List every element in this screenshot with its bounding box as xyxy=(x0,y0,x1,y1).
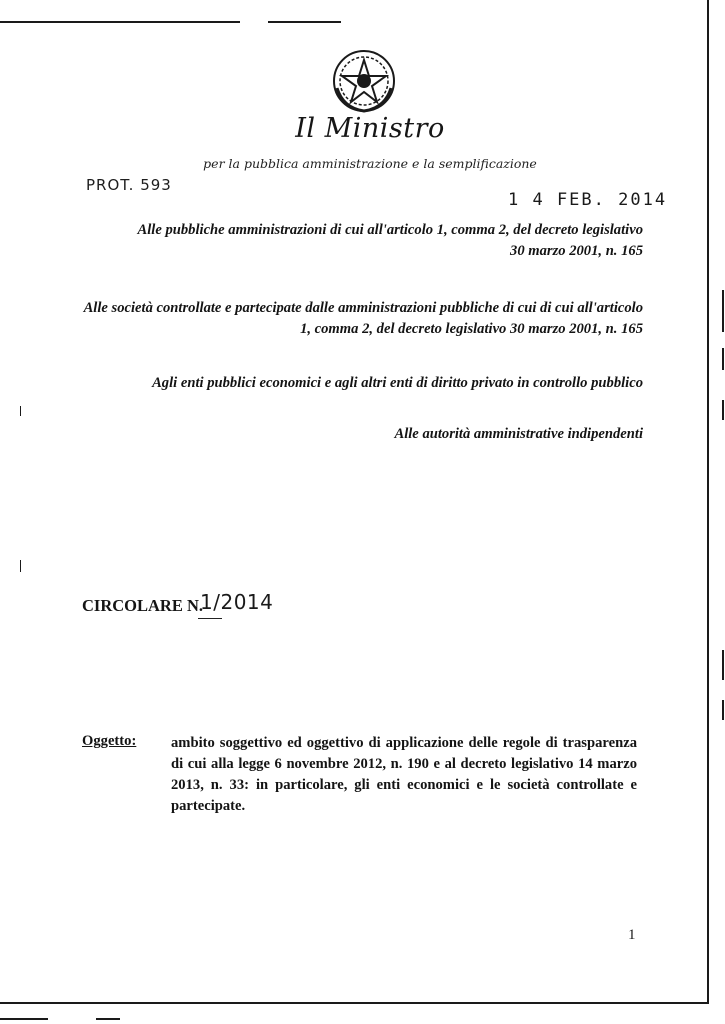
minister-subtitle: per la pubblica amministrazione e la semplificazione xyxy=(203,156,537,171)
minister-title: Il Ministro xyxy=(295,113,445,144)
scan-mark-bottom-2 xyxy=(96,1018,120,1020)
scan-mark-bottom-1 xyxy=(0,1018,48,1020)
circolare-number: 1/2014 xyxy=(200,590,274,614)
scan-mark-margin-7 xyxy=(20,560,21,572)
oggetto-text: ambito soggettivo ed oggettivo di applicazione delle regole di trasparenza di cui alla legge 6 novembre 2012, n. 190 e al decreto legislativo 14 marzo 2013, n. 33: in particolare, gli enti economici e le società controllate e partecipate. xyxy=(171,735,637,814)
oggetto-label: Oggetto: xyxy=(82,733,137,749)
scan-edge-right xyxy=(707,0,709,1003)
addressee-3: Agli enti pubblici economici e agli altri enti di diritto privato in controllo pubblico xyxy=(152,375,643,391)
scan-edge-top xyxy=(0,21,240,23)
scan-mark-margin-4 xyxy=(722,650,724,680)
addressee-2: Alle società controllate e partecipate dalle amministrazioni pubbliche di cui di cui all'articolo 1, comma 2, del decreto legislativo 30 marzo 2001, n. 165 xyxy=(83,300,643,337)
circolare-label: CIRCOLARE N. xyxy=(82,596,204,615)
scan-mark-margin-2 xyxy=(722,348,724,370)
emblem-icon xyxy=(331,48,397,114)
date-stamp: 1 4 FEB. 2014 xyxy=(508,190,668,210)
addressee-1: Alle pubbliche amministrazioni di cui all'articolo 1, comma 2, del decreto legislativo 30 marzo 2001, n. 165 xyxy=(137,222,643,259)
protocol-number: PROT. 593 xyxy=(86,176,172,194)
circolare-number-underline xyxy=(198,618,222,619)
addressee-4: Alle autorità amministrative indipendenti xyxy=(394,426,643,442)
scan-mark-margin-1 xyxy=(722,290,724,332)
scan-mark-margin-6 xyxy=(20,406,21,416)
scan-mark-margin-3 xyxy=(722,400,724,420)
scan-edge-bottom xyxy=(0,1002,709,1004)
scan-edge-top-2 xyxy=(268,21,341,23)
page-number: 1 xyxy=(628,927,636,943)
scan-mark-margin-5 xyxy=(722,700,724,720)
